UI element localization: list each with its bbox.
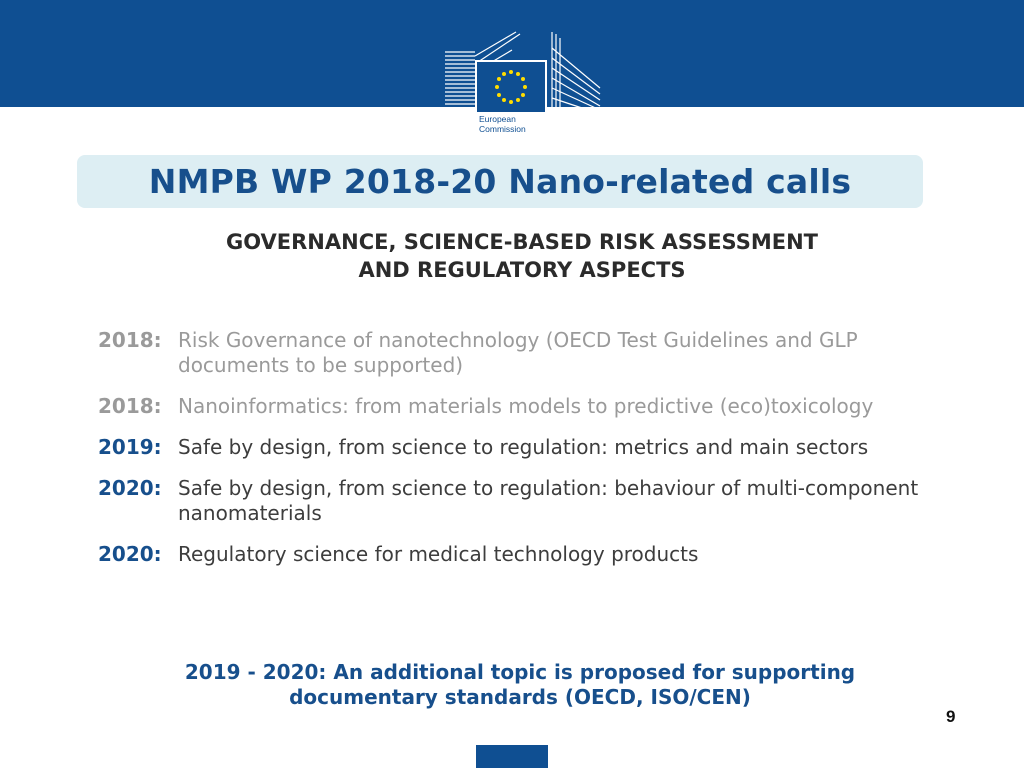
calls-list [98, 328, 928, 583]
call-text: Safe by design, from science to regulation: metrics and main sectors [178, 435, 869, 459]
title-box [77, 155, 923, 208]
list-item [98, 394, 928, 419]
subtitle-line1: GOVERNANCE, SCIENCE-BASED RISK ASSESSMENT [226, 230, 818, 254]
call-text: Safe by design, from science to regulation: behaviour of multi-component nanomaterials [178, 476, 919, 525]
call-year: 2018: [98, 394, 162, 418]
section-subtitle [130, 228, 914, 284]
page-title: NMPB WP 2018-20 Nano-related calls [148, 162, 852, 201]
list-item [98, 542, 928, 567]
footer-line2: documentary standards (OECD, ISO/CEN) [289, 685, 751, 709]
call-year: 2020: [98, 542, 162, 566]
call-text: Nanoinformatics: from materials models to predictive (eco)toxicology [178, 394, 874, 418]
footer-note [120, 660, 920, 710]
subtitle-line2: AND REGULATORY ASPECTS [358, 258, 686, 282]
call-text: Regulatory science for medical technology products [178, 542, 699, 566]
list-item [98, 476, 928, 526]
call-year: 2020: [98, 476, 162, 500]
call-year: 2019: [98, 435, 162, 459]
list-item [98, 328, 928, 378]
logo-label [477, 113, 547, 141]
building-right-icon [552, 32, 600, 122]
footer-line1: 2019 - 2020: An additional topic is proposed for supporting [184, 660, 856, 684]
call-year: 2018: [98, 328, 162, 352]
logo-label-line2: Commission [479, 124, 526, 134]
logo-label-line1: European [479, 114, 516, 124]
page-number: 9 [946, 707, 956, 726]
bottom-tab [476, 745, 548, 768]
call-text: Risk Governance of nanotechnology (OECD Test Guidelines and GLP documents to be supported) [178, 328, 858, 377]
list-item [98, 435, 928, 460]
eu-flag-icon [476, 61, 546, 113]
